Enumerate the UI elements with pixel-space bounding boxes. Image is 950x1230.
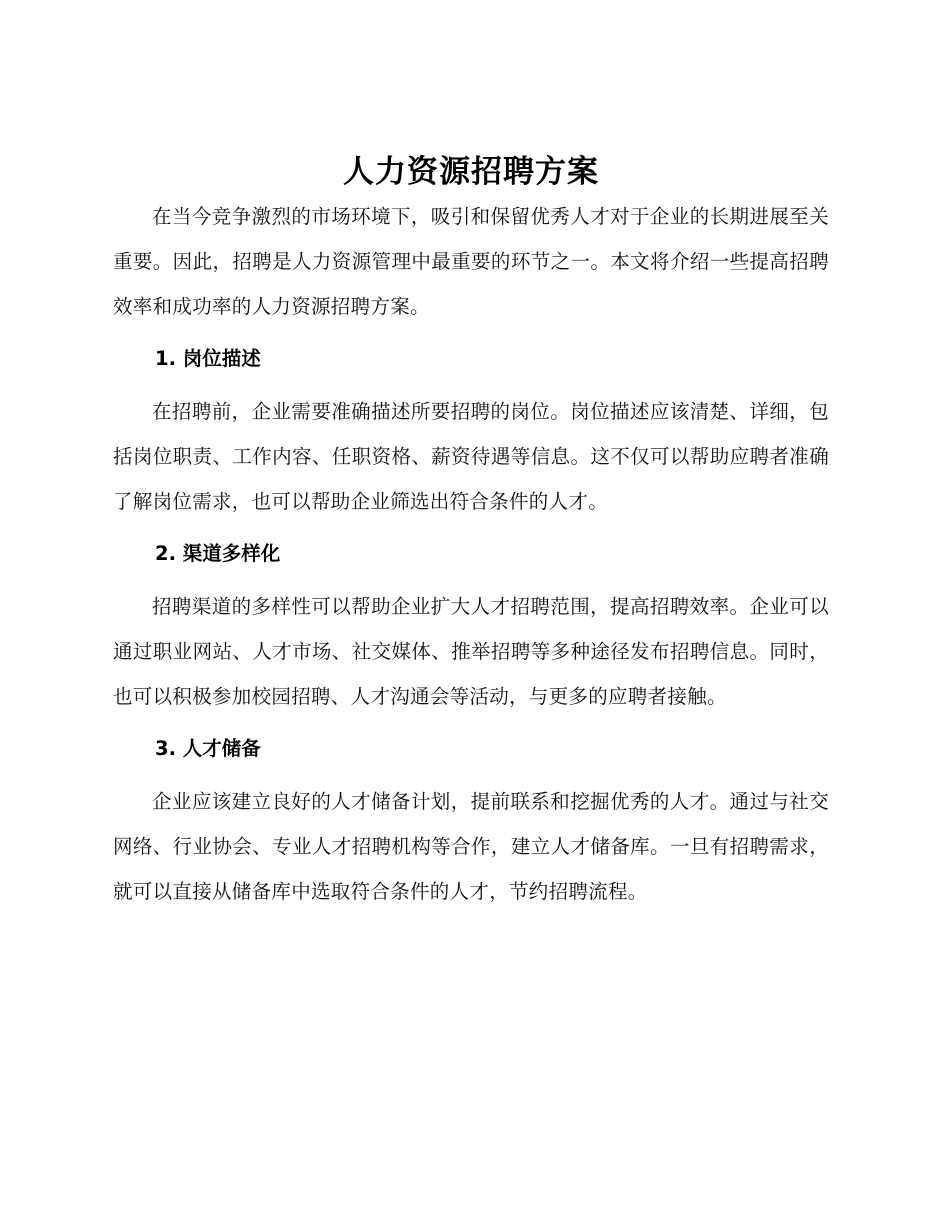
- section-heading-talent-reserve: 3. 人才储备: [155, 737, 261, 760]
- page-title: 人力资源招聘方案: [343, 154, 599, 190]
- section-body-talent-reserve: 企业应该建立良好的人才储备计划，提前联系和挖掘优秀的人才。通过与社交网络、行业协会、专业人才招聘机构等合作，建立人才储备库。一旦有招聘需求，就可以直接从储备库中选取符合条件的人才，节约招聘流程。: [113, 790, 829, 903]
- section-heading-job-description: 1. 岗位描述: [155, 347, 261, 370]
- document-page: [113, 150, 829, 914]
- intro-paragraph: 在当今竞争激烈的市场环境下，吸引和保留优秀人才对于企业的长期进展至关重要。因此，招聘是人力资源管理中最重要的环节之一。本文将介绍一些提高招聘效率和成功率的人力资源招聘方案。: [113, 205, 829, 318]
- section-heading-channel-diversity: 2. 渠道多样化: [155, 542, 281, 565]
- section-body-job-description: 在招聘前，企业需要准确描述所要招聘的岗位。岗位描述应该清楚、详细，包括岗位职责、工作内容、任职资格、薪资待遇等信息。这不仅可以帮助应聘者准确了解岗位需求，也可以帮助企业筛选出符合条件的人才。: [113, 400, 829, 513]
- section-body-channel-diversity: 招聘渠道的多样性可以帮助企业扩大人才招聘范围，提高招聘效率。企业可以通过职业网站、人才市场、社交媒体、推举招聘等多种途径发布招聘信息。同时，也可以积极参加校园招聘、人才沟通会等活动，与更多的应聘者接触。: [113, 595, 829, 708]
